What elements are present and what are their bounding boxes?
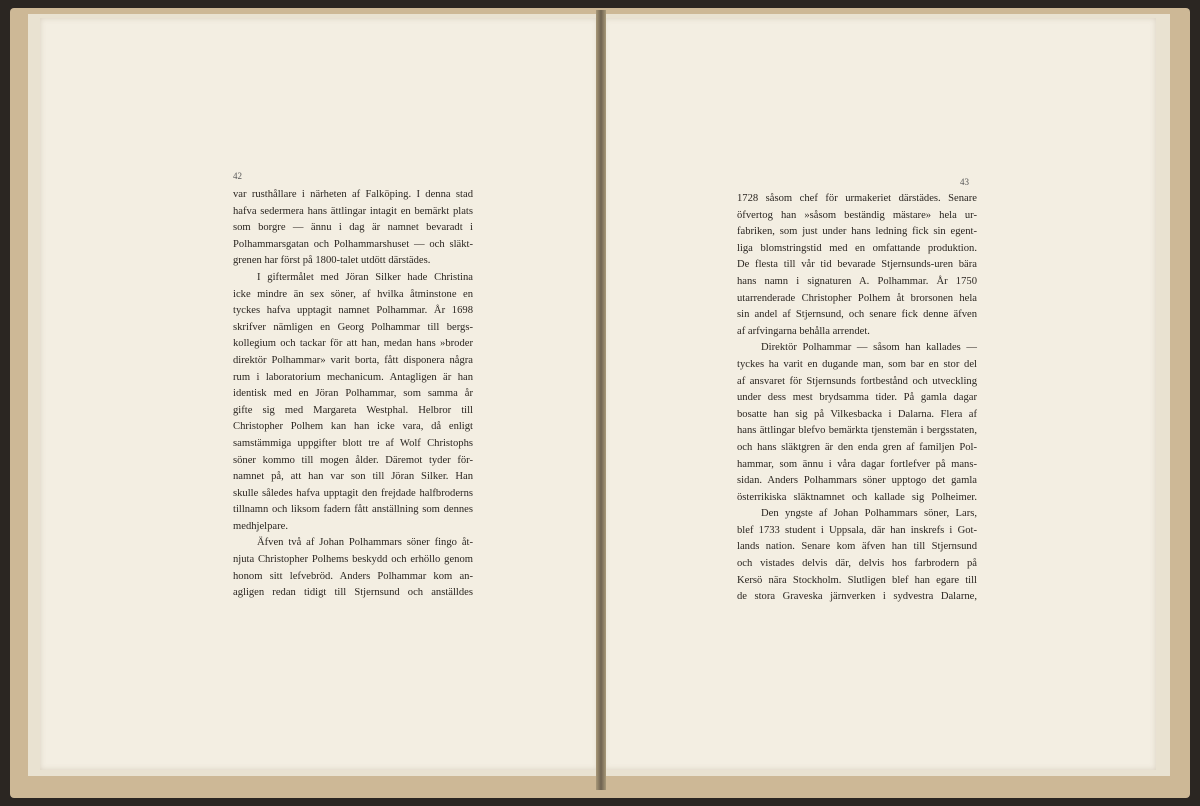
text-line: agligen redan tidigt till Stjernsund och anställdes [233, 587, 473, 599]
text-line: fabriken, som just under hans ledning fick sin egent- [737, 226, 977, 238]
text-line: njuta Christopher Polhems beskydd och erhöllo genom [233, 554, 473, 566]
text-line: österrikiska släktnamnet och kallade sig Polheimer. [737, 491, 977, 503]
text-line: af arfvingarna behålla arrendet. [737, 325, 870, 337]
text-line: I giftermålet med Jöran Silker hade Christina [257, 271, 473, 283]
text-line: som borgre — ännu i dag är namnet bevaradt i [233, 222, 473, 234]
text-line: Den yngste af Johan Polhammars söner, Lars, [761, 508, 977, 520]
text-line: var rusthållare i närheten af Falköping. I denna stad [233, 189, 473, 200]
text-line: liga blomstringstid med en omfattande produktion. [737, 242, 977, 254]
text-line: honom sitt lefvebröd. Anders Polhammar kom an- [233, 570, 473, 582]
text-line: Kersö nära Stockholm. Slutligen blef han egare till [737, 574, 977, 586]
left-page-number: 42 [233, 171, 242, 181]
text-line: skrifver nämligen en Georg Polhammar till bergs- [233, 321, 473, 333]
text-line: sidan. Anders Polhammars söner upptogo det gamla [737, 475, 977, 487]
text-line: utarrenderade Christopher Polhem åt brorsonen hela [737, 292, 977, 304]
text-line: de stora Graveska järnverken i sydvestra Dalarne, [737, 591, 977, 603]
text-line: och vistades delvis där, delvis hos farbrodern på [737, 558, 977, 570]
right-page-number: 43 [960, 177, 969, 187]
text-line: 1728 såsom chef för urmakeriet därstädes. Senare [737, 193, 977, 204]
text-line: De flesta till vår tid bevarade Stjernsunds-uren bära [737, 259, 977, 271]
book-gutter [596, 10, 606, 790]
text-line: samstämmiga uppgifter blott tre af Wolf Christophs [233, 437, 473, 449]
text-line: hammar, som ännu i våra dagar fortlefver på mans- [737, 458, 977, 470]
text-line: Direktör Polhammar — såsom han kallades — [761, 342, 977, 354]
text-line: Christopher Polhem kan han icke vara, då enligt [233, 421, 473, 433]
text-line: tyckes hafva upptagit namnet Polhammar. År 1698 [233, 305, 473, 317]
text-line: rum i laboratorium mechanicum. Antagligen är han [233, 371, 473, 383]
text-line: tyckes ha varit en dugande man, som bar en stor del [737, 358, 977, 370]
text-line: sin andel af Stjernsund, och senare fick denne äfven [737, 309, 977, 321]
text-line: söner kommo till mogen ålder. Däremot tyder för- [233, 454, 473, 466]
text-line: hafva sedermera hans ättlingar intagit en bemärkt plats [233, 205, 473, 217]
text-line: och hans släktgren är den enda gren af familjen Pol- [737, 441, 977, 453]
text-line: namnet på, att han var son till Jöran Silker. Han [233, 471, 473, 483]
left-page-text [233, 187, 473, 602]
text-line: af ansvaret för Stjernsunds fortbestånd och utveckling [737, 375, 977, 387]
text-line: grenen har först på 1800-talet utdött därstädes. [233, 255, 431, 267]
text-line: icke mindre än sex söner, af hvilka åtminstone en [233, 288, 473, 300]
text-line: identisk med en Jöran Polhammar, som samma år [233, 388, 473, 400]
text-line: Polhammarsgatan och Polhammarshuset — och släkt- [233, 238, 473, 250]
text-line: hans namn i signaturen A. Polhammar. År 1750 [737, 275, 977, 287]
text-line: bosatte han sig på Vilkesbacka i Dalarna. Flera af [737, 408, 977, 420]
text-line: skulle således hafva upptagit den frejdade halfbroderns [233, 487, 473, 499]
text-line: lands nation. Senare kom äfven han till Stjernsund [737, 541, 977, 553]
right-page-text [737, 191, 977, 606]
text-line: under dess mest brydsamma tider. På gamla dagar [737, 392, 977, 404]
text-line: öfvertog han »såsom beständig mästare» hela ur- [737, 209, 977, 221]
text-line: tillnamn och liksom fadern fått anställning som dennes [233, 504, 473, 516]
text-line: blef 1733 student i Uppsala, där han inskrefs i Got- [737, 524, 977, 536]
text-line: direktör Polhammar» varit borta, fått disponera några [233, 354, 473, 366]
text-line: hans ättlingar blefvo bemärkta tjenstemän i bergsstaten, [737, 425, 977, 437]
text-line: medhjelpare. [233, 520, 289, 532]
text-line: Äfven två af Johan Polhammars söner fingo åt- [257, 537, 473, 549]
text-line: kollegium och tackar för att han, medan hans »broder [233, 338, 473, 350]
text-line: gifte sig med Margareta Westphal. Helbror till [233, 404, 473, 416]
